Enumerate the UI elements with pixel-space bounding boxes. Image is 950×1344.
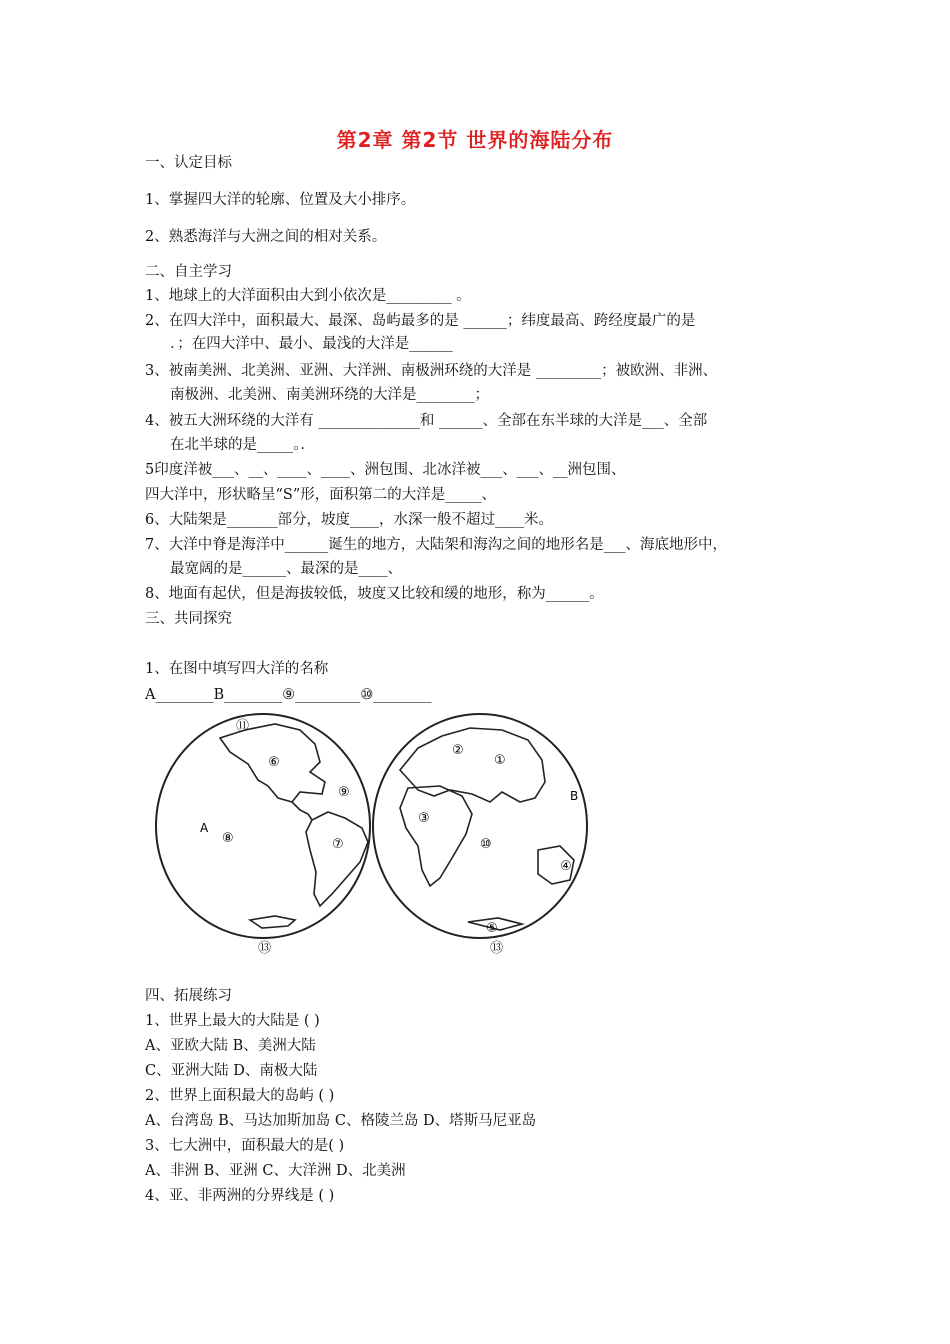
map-label-4: ④ [560,859,572,874]
map-label-2: ② [452,743,464,758]
question-5-cont: 四大洋中，形状略呈“S”形，面积第二的大洋是_____、 [145,487,497,503]
south-america-outline [306,812,368,906]
eurasia-outline [400,728,545,802]
exercise-1-options-cd: C、亚洲大陆 D、南极大陆 [145,1063,318,1079]
question-3-cont: 南极洲、北美洲、南美洲环绕的大洋是________； [170,387,489,403]
question-5: 5印度洋被___、__、____、____、洲包围、北冰洋被___、___、__洲包围、 [145,462,626,478]
exercise-2: 2、世界上面积最大的岛屿 ( ) [145,1088,335,1104]
exercise-4: 4、亚、非两洲的分界线是 ( ) [145,1188,335,1204]
ocean-blanks: A________B________⑨_________⑩________ [145,687,432,703]
question-3: 3、被南美洲、北美洲、亚洲、大洋洲、南极洲环绕的大洋是 _________；被欧洲、非洲、 [145,363,718,379]
section-heading-3: 三、共同探究 [145,611,232,627]
question-1: 1、地球上的大洋面积由大到小依次是_________ 。 [145,288,471,304]
question-2-cont: ．；在四大洋中、最小、最浅的大洋是______ [170,336,453,352]
question-4: 4、被五大洲环绕的大洋有 ______________和 ______、全部在东半球的大洋是___、全部 [145,413,708,429]
section-heading-1: 一、认定目标 [145,155,232,171]
map-label-11: ⑪ [236,719,250,734]
section-heading-4: 四、拓展练习 [145,988,232,1004]
map-label-13-east: ⑬ [490,941,504,956]
exercise-2-options: A、台湾岛 B、马达加斯加岛 C、格陵兰岛 D、塔斯马尼亚岛 [145,1113,537,1129]
question-7-cont: 最宽阔的是______、最深的是____、 [170,561,402,577]
world-hemisphere-map [150,710,579,960]
question-4-cont: 在北半球的是_____。． [170,437,315,453]
explore-question-1: 1、在图中填写四大洋的名称 [145,661,329,677]
map-label-5: ⑤ [486,921,498,936]
antarctica-west-outline [250,916,295,928]
map-label-B: B [570,789,579,803]
map-label-9: ⑨ [338,785,350,800]
question-6: 6、大陆架是_______部分，坡度____，水深一般不超过____米。 [145,512,553,528]
map-label-13-west: ⑬ [258,941,272,956]
exercise-3-options: A、非洲 B、亚洲 C、大洋洲 D、北美洲 [145,1163,406,1179]
map-label-1: ① [494,753,506,768]
objective-2: 2、熟悉海洋与大洲之间的相对关系。 [145,229,387,245]
western-hemisphere-circle [156,714,370,938]
exercise-3: 3、七大洲中，面积最大的是( ) [145,1138,345,1154]
question-2: 2、在四大洋中，面积最大、最深、岛屿最多的是 ______；纬度最高、跨经度最广的是 [145,313,696,329]
map-label-8: ⑧ [222,831,234,846]
question-8: 8、地面有起伏，但是海拔较低，坡度又比较和缓的地形，称为______。 [145,586,604,602]
map-label-10: ⑩ [480,837,492,852]
map-label-6: ⑥ [268,755,280,770]
exercise-1: 1、世界上最大的大陆是 ( ) [145,1013,320,1029]
exercise-1-options-ab: A、亚欧大陆 B、美洲大陆 [145,1038,316,1054]
map-label-A: A [200,821,209,835]
map-label-3: ③ [418,811,430,826]
central-america-outline [292,802,312,820]
map-label-7: ⑦ [332,837,344,852]
objective-1: 1、掌握四大洋的轮廓、位置及大小排序。 [145,192,416,208]
section-heading-2: 二、自主学习 [145,264,232,280]
page-title: 第2章 第2节 世界的海陆分布 [336,128,614,152]
africa-outline [400,786,472,886]
question-7: 7、大洋中脊是海洋中______诞生的地方，大陆架和海沟之间的地形名是___、海底地形中， [145,537,727,553]
